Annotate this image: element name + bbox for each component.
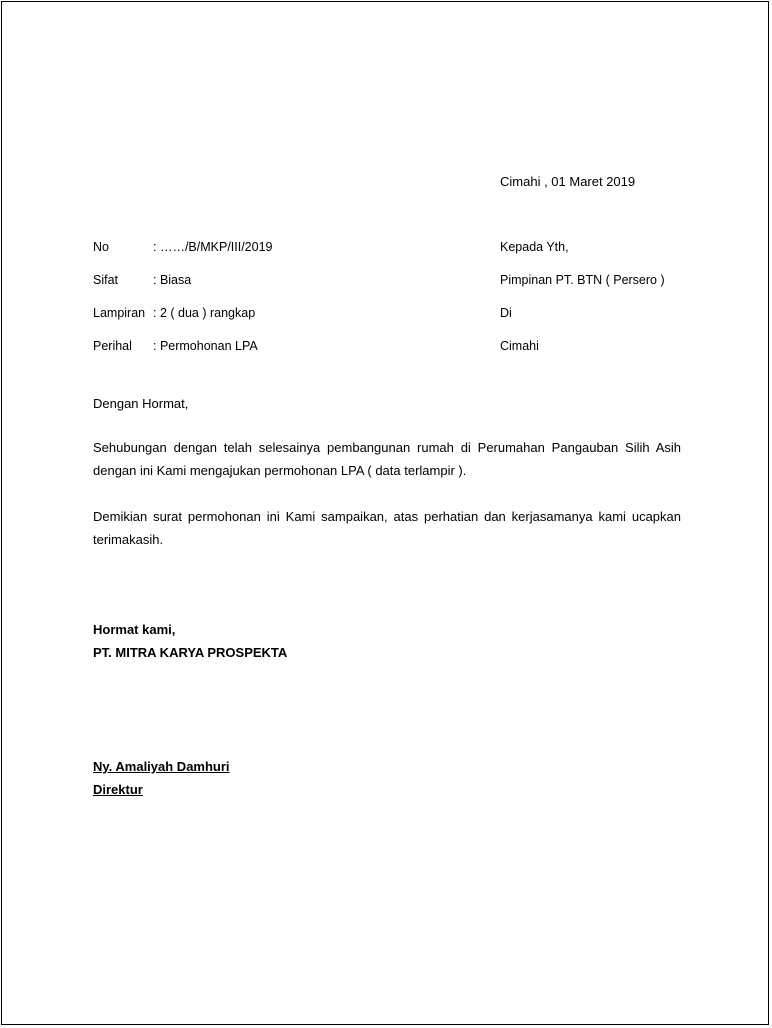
body-paragraph: Demikian surat permohonan ini Kami sampaikan, atas perhatian dan kerjasamanya kami ucapkan terimakasih. xyxy=(93,509,681,547)
place-date: Cimahi , 01 Maret 2019 xyxy=(500,174,636,189)
meta-row-perihal xyxy=(93,338,258,354)
greeting: Dengan Hormat, xyxy=(93,396,189,411)
meta-value: : ……/B/MKP/III/2019 xyxy=(153,240,273,254)
meta-label: No xyxy=(93,240,109,254)
company-name: PT. MITRA KARYA PROSPEKTA xyxy=(93,645,288,660)
recipient-line: Pimpinan PT. BTN ( Persero ) xyxy=(500,273,665,287)
signer-title: Direktur xyxy=(93,782,143,797)
recipient-line: Kepada Yth, xyxy=(500,240,569,254)
meta-row-sifat xyxy=(93,272,191,288)
meta-label: Perihal xyxy=(93,339,132,353)
meta-value: : Permohonan LPA xyxy=(153,339,258,353)
meta-row-lampiran xyxy=(93,305,255,321)
closing: Hormat kami, xyxy=(93,622,176,637)
meta-value: : Biasa xyxy=(153,273,192,287)
meta-label: Sifat xyxy=(93,273,119,287)
meta-row-no xyxy=(93,239,273,255)
recipient-line: Di xyxy=(500,306,512,320)
body-paragraph: Sehubungan dengan telah selesainya pembangunan rumah di Perumahan Pangauban Silih Asih dengan ini Kami mengajukan permohonan LPA ( data terlampir ). xyxy=(93,440,681,478)
meta-label: Lampiran xyxy=(93,306,146,320)
recipient-line: Cimahi xyxy=(500,339,539,353)
meta-value: : 2 ( dua ) rangkap xyxy=(153,306,256,320)
letter-page xyxy=(1,1,769,1025)
signer-name: Ny. Amaliyah Damhuri xyxy=(93,759,230,774)
